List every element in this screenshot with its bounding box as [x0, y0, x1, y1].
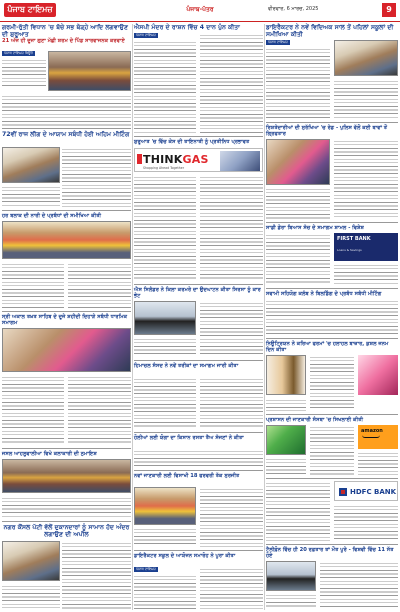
article-headline[interactable]: ਪ੍ਰਸ਼ਾਸਨ ਦੀ ਜਾਣਕਾਰੀ ਸੰਸਥਾ 'ਚ ਸਿਖਲਾਈ ਕੀਤੀ: [266, 417, 364, 423]
article-body: [2, 262, 64, 308]
article-headline[interactable]: ਰਿਸ਼ਤੇਦਾਰੀਆਂ ਦੀ ਸੁਰੱਖਿਆ 'ਚ ਰੇਡ - ਪੁਲਿਸ ਵੱਲੋਂ ਕਈ ਥਾਵਾਂ ਤੋਂ ਗ੍ਰਿਫਤਾਰ: [266, 125, 388, 137]
article-body: [134, 527, 196, 547]
column-left: [2, 24, 131, 610]
column-right: [266, 24, 398, 610]
article-body: [334, 504, 398, 541]
article-headline[interactable]: ਸਾਡੀ ਡੇਰਾ ਬਿਆਸ ਸੱਚ ਦੇ ਸਮਾਗਮ ਸ਼ਾਮਲ - ਵਿਸ਼ੇਸ਼: [266, 225, 364, 231]
article-subheadline: 21 ਅੱਜ ਹੀ ਦੂਜਾ ਗੁਣਾ ਮੱਛੀ ਸ਼ਰਮ ਦੇ ਪਿੰਡ ਸਾਰਵਾਜਨਕ ਕਰਵਾਏ: [2, 38, 125, 44]
article-photo[interactable]: [266, 139, 330, 185]
article-headline[interactable]: ਐਸ ਸਿਲੰਡਰ ਨੇ ਕਿਲਾ ਕਰਮਰੇ ਦਾ ਉਦਘਾਟਨ ਕੀਤਾ ਸਿਰਸਾ ਨੂੰ ਕਾਰ ਭੇਟ: [134, 287, 261, 299]
article-body: [266, 481, 330, 541]
byline: ਪੰਜਾਬ ਟਾਇਮਜ਼ ਬਿਊਰੋ: [4, 51, 33, 55]
section-title: ਪੰਜਾਬ-ਪੱਤਰ: [186, 6, 214, 13]
article-body: [134, 337, 196, 357]
article-body: [2, 185, 60, 207]
thinkgas-advertisement[interactable]: [134, 148, 263, 172]
article-body: [200, 175, 263, 281]
article-headline[interactable]: ਸ੍ਰੀ ਅਕਾਲ ਤਖ਼ਤ ਸਾਹਿਬ ਦੇ ਦੂਜੇ ਸ਼ਹੀਦੀ ਦਿਹਾੜੇ ਸਬੰਧੀ ਧਾਰਮਿਕ ਸਮਾਗਮ: [2, 314, 128, 326]
hdfc-logo-icon: [339, 488, 347, 496]
article-body: [134, 377, 196, 429]
article-photo[interactable]: [48, 51, 131, 91]
article-headline[interactable]: ਗਰਮੀ-ਰੁੱਤੀ ਵਿਧਾਨ 'ਚ ਬੱਚੇ ਸਭ ਥੋੜ੍ਹੇ ਆਦਿ ਲਗਵਾਉਣ ਦੀ ਸ਼ੁਰੂਆਤ: [2, 24, 129, 38]
article-photo[interactable]: [134, 487, 196, 525]
article-body: [358, 451, 398, 475]
article-body: [200, 567, 263, 609]
article-body: [310, 425, 354, 475]
hdfc-logo: HDFC BANK: [350, 488, 397, 496]
article-photo[interactable]: [2, 541, 60, 581]
divider: [266, 288, 398, 289]
divider: [266, 544, 398, 545]
newspaper-logo[interactable]: ਪੰਜਾਬ ਟਾਇਮਜ਼: [4, 3, 56, 17]
article-body: [266, 299, 398, 335]
article-headline[interactable]: ਟੈਲੀਫ਼ੋਨ ਵਿੱਚ ਹੀ 20 ਰਫ਼ਤਾਰ ਤਾਂ ਮੌਤ ਪੂਰੇ - ਵਿਸ਼ਵੀ ਵਿੱਚ 11 ਸੱਤ ਹੋਏ: [266, 547, 394, 559]
article-headline[interactable]: ਸਵਾਮੀ ਸਹਿਯੋਗ ਕਲੱਬ ਨੇ ਬਿਲਡਿੰਗ ਦੇ ਪ੍ਰਬੰਧ ਸਬੰਧੀ ਮੀਟਿੰਗ: [266, 291, 382, 297]
article-body: [62, 541, 131, 609]
divider: [266, 122, 398, 123]
amazon-advertisement[interactable]: [358, 425, 398, 449]
column-divider: [132, 24, 133, 610]
article-body: [310, 355, 354, 411]
article-body: [68, 375, 131, 445]
ad-tagline: Shopping Ahead Together: [143, 166, 185, 170]
column-divider: [264, 24, 265, 610]
byline: ਪੰਜਾਬ ਟਾਇਮਜ਼: [136, 33, 156, 37]
article-body: [334, 139, 398, 219]
article-body: [266, 457, 306, 475]
article-body: [134, 175, 196, 281]
thinkgas-logo: THINKGAS: [143, 153, 209, 166]
article-body: [266, 47, 330, 119]
divider: [2, 128, 131, 129]
article-body: [266, 233, 330, 285]
article-headline[interactable]: ਨਵਾਂ ਜਾਣਕਾਰੀ ਲਈ ਵਿਸਾਖੀ 18 ਫਰਵਰੀ ਤੱਕ ਸੁਰਜੀਤ: [134, 473, 240, 479]
masthead: [0, 0, 400, 22]
article-body: [134, 40, 196, 134]
article-photo[interactable]: [134, 301, 196, 335]
article-body: [334, 263, 398, 285]
article-body: [2, 496, 131, 518]
article-headline[interactable]: ਡਾਇਰੈਕਟਰ ਨੇ ਨਵੇਂ ਵਿਦਿਅਕ ਸਾਲ ਤੋਂ ਪਹਿਲਾਂ ਸਕੂਲਾਂ ਦੀ ਸਮੀਖਿਆ ਕੀਤੀ: [266, 24, 394, 38]
article-headline[interactable]: 72ਵੀਂ ਰਾਜ ਲੀਗ ਦੇ ਆਯਾਮ ਸਬੰਧੀ ਹੋਈ ਅਹਿਮ ਮੀਟਿੰਗ: [2, 131, 130, 138]
divider: [134, 136, 263, 137]
article-body: [200, 487, 263, 547]
article-body: [200, 301, 263, 357]
article-body: [2, 584, 60, 609]
article-body: [2, 94, 131, 126]
article-photo[interactable]: [2, 328, 131, 372]
divider: [266, 414, 398, 415]
divider: [2, 210, 131, 211]
hdfc-advertisement[interactable]: [334, 481, 398, 501]
divider: [134, 470, 263, 471]
article-headline[interactable]: ਡਾਇਰੈਕਟਰ ਸਕੂਲ ਦੇ ਆਯੋਜਨ ਸਮਾਰੋਹ ਨੇ ਪੂਰਾ ਕੀਤਾ: [134, 553, 236, 559]
page-number: 9: [382, 3, 396, 17]
byline: ਪੰਜਾਬ ਟਾਇਮਜ਼: [268, 40, 288, 44]
article-photo[interactable]: [266, 425, 306, 455]
bank-advertisement[interactable]: [334, 233, 398, 261]
divider: [134, 360, 263, 361]
article-body: [320, 561, 398, 609]
ad-image: [220, 151, 260, 171]
article-headline[interactable]: ਨਗਰ ਕੌਂਸਲ ਪੱਟੀ ਵੱਲੋਂ ਦੁਕਾਨਦਾਰਾਂ ਨੂੰ ਸਾਮਾਨ ਹੱਦ ਅੰਦਰ ਲਗਾਉਣ ਦੀ ਅਪੀਲ: [3, 524, 130, 538]
article-body: [2, 58, 46, 86]
article-body: [200, 377, 263, 429]
ad-subtitle: Loans & Savings: [337, 248, 362, 252]
article-photo[interactable]: [334, 40, 398, 76]
ad-title: FIRST BANK: [337, 236, 371, 242]
byline: ਪੰਜਾਬ ਟਾਇਮਜ਼: [136, 567, 156, 571]
article-headline[interactable]: ਐਸਪੀ ਮੰਦਰ ਦੇ ਰਾਸ਼ਨ ਵਿੱਚ 4 ਦਾਨ ਪੁੰਨ ਕੀਤਾ: [134, 24, 240, 31]
divider: [134, 432, 263, 433]
advertisement-image[interactable]: [358, 355, 398, 395]
article-photo[interactable]: [2, 147, 60, 183]
divider: [2, 521, 131, 522]
article-headline[interactable]: ਹਿਮਾਚਲ ਸੰਸਦ ਨੇ ਨਵੇਂ ਤਰੀਕਾਂ ਦਾ ਸਮਾਗਮ ਜਾਰੀ ਕੀਤਾ: [134, 363, 239, 369]
article-body: [2, 375, 64, 445]
divider: [266, 222, 398, 223]
article-body: [134, 449, 263, 467]
article-photo[interactable]: [2, 221, 131, 259]
issue-date: ਵੀਰਵਾਰ, 6 ਮਾਰਚ, 2025: [268, 6, 319, 12]
article-headline[interactable]: ਨਿਊਟ੍ਰਿਯਨ ਨੇ ਕਰਿਆ ਫਰਮਾਂ 'ਚ ਹਲਾਹਲ ਬਾਜ਼ਾਰ, ਕੁਸ਼ਲ ਜਨਮ ਦਿਨ ਕੀਤਾ: [266, 341, 389, 353]
divider: [266, 478, 398, 479]
article-body: [334, 79, 398, 119]
divider: [134, 550, 263, 551]
article-body: [266, 398, 306, 411]
divider: [266, 338, 398, 339]
article-headline[interactable]: ਹਰ ਬਲਾਕ ਦੀ ਨਾਰੀ ਦੇ ਪ੍ਰਬੰਧਾਂ ਦੀ ਸਮੀਖਿਆ ਕੀਤੀ: [2, 213, 102, 219]
divider: [134, 284, 263, 285]
article-headline[interactable]: ਸ਼ੁਰੂਆਤ 'ਚ ਵਿੱਚ ਕੇਸ ਦੀ ਤਾਇਨਾਤੀ ਨੂੰ ਪ੍ਰਤੀਨਿਧ ਪ੍ਰਭਾਵਤ: [134, 139, 250, 145]
article-photo[interactable]: [266, 561, 316, 591]
amazon-logo: amazon: [361, 428, 383, 434]
article-body: [134, 574, 196, 609]
article-body: [68, 262, 131, 308]
article-headline[interactable]: ਹੋਲੀਆਂ ਲਈ ਯੋਗਾ ਦਾ ਕਿਸਾਨ ਰਸਤਾ ਤੈਅ ਸੱਜਣਾਂ ਨੇ ਕੀਤਾ: [134, 435, 244, 441]
amazon-smile-icon: [362, 435, 380, 438]
divider: [2, 311, 131, 312]
article-body: [200, 33, 263, 134]
article-body: [266, 593, 316, 609]
article-body: [62, 147, 131, 207]
article-headline[interactable]: ਜਸਲ ਆਹਲੂਵਾਲੀਆ ਵਿਖੇ ਕਲਾਕਾਰੀ ਦੀ ਨੁਮਾਇਸ਼: [2, 451, 97, 457]
thinkgas-logo-icon: [137, 154, 142, 164]
article-photo[interactable]: [2, 459, 131, 493]
article-photo[interactable]: [266, 355, 306, 395]
divider: [2, 448, 131, 449]
article-body: [266, 187, 330, 219]
column-middle: [134, 24, 263, 610]
